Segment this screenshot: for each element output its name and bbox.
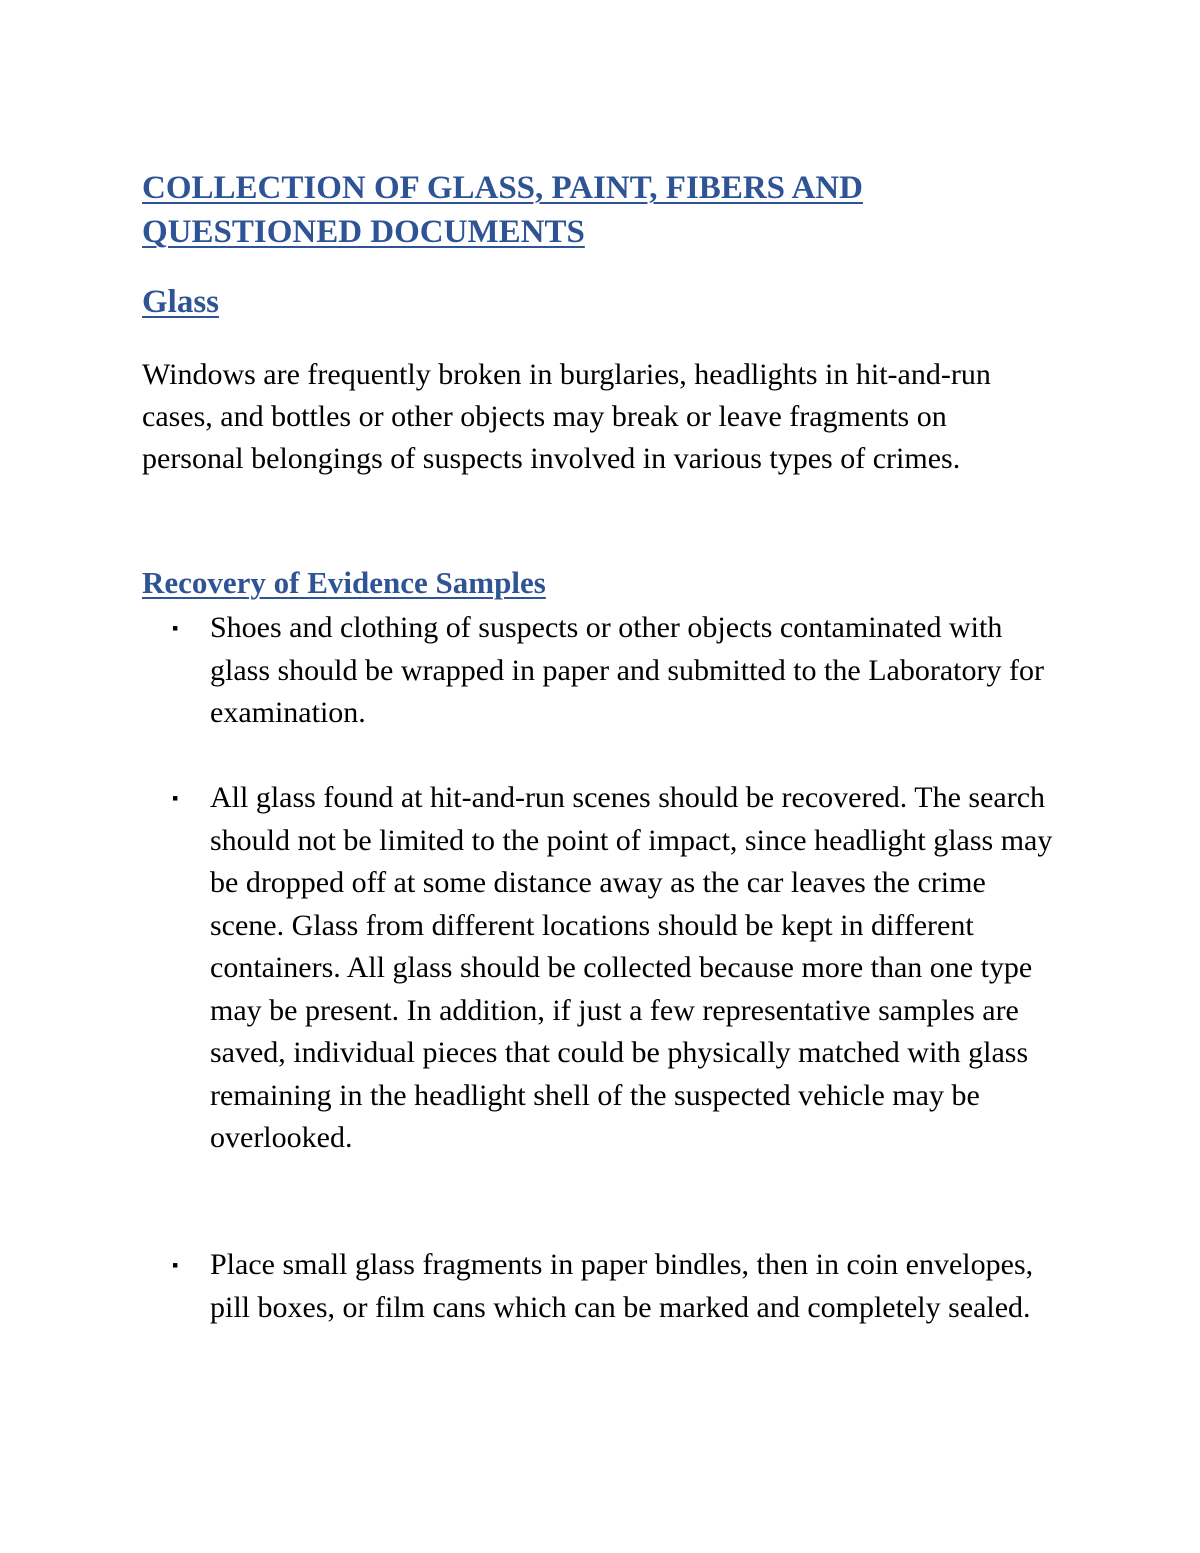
bullet-icon: ▪ xyxy=(172,1255,179,1275)
bullet-text: All glass found at hit-and-run scenes should be recovered. The search should not be limited to the point of impact, since headlight glass may be dropped off at some distance away as the car leaves the crime scene. Glass from different locations should be kept in different containers. All glass should be collected because more than one type may be present. In addition, if just a few representative samples are saved, individual pieces that could be physically matched with glass remaining in the headlight shell of the suspected vehicle may be overlooked. xyxy=(210,781,1053,1154)
bullet-icon: ▪ xyxy=(172,618,179,638)
section-heading-recovery: Recovery of Evidence Samples xyxy=(142,565,546,600)
bullet-text: Place small glass fragments in paper bindles, then in coin envelopes, pill boxes, or film cans which can be marked and completely sealed. xyxy=(210,1248,1034,1324)
document-title: COLLECTION OF GLASS, PAINT, FIBERS AND QUESTIONED DOCUMENTS xyxy=(142,170,863,250)
bullet-text: Shoes and clothing of suspects or other objects contaminated with glass should be wrapped in paper and submitted to the Laboratory for examination. xyxy=(210,611,1044,729)
bullet-icon: ▪ xyxy=(172,788,179,808)
glass-intro-paragraph: Windows are frequently broken in burglaries, headlights in hit-and-run cases, and bottles or other objects may break or leave fragments on personal belongings of suspects involved in various types of crimes. xyxy=(142,358,991,475)
section-heading-glass: Glass xyxy=(142,284,220,320)
